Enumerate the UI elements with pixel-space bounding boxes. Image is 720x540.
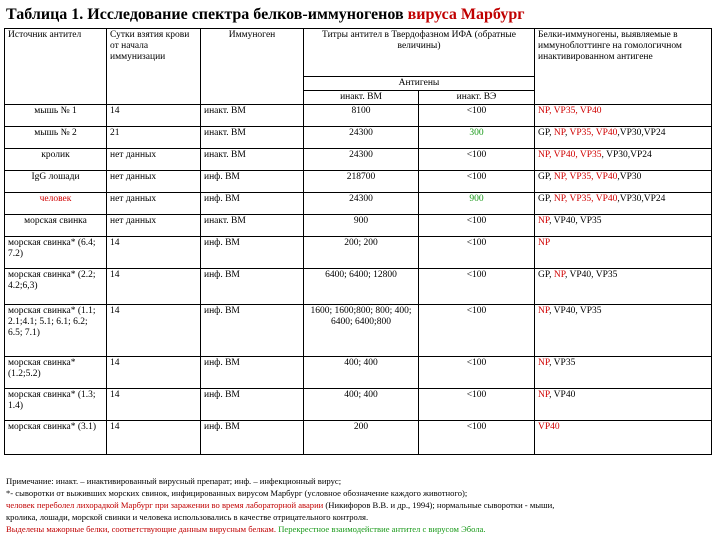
- cell-titer-marburg: 400; 400: [304, 357, 419, 389]
- protein-text: GP,: [538, 172, 554, 182]
- table-row: [5, 105, 712, 127]
- protein-text: , VP30,VP24: [601, 150, 652, 160]
- protein-text: NP: [538, 358, 550, 368]
- cell-proteins: [535, 389, 712, 421]
- cell-titer-ebola: <100: [419, 305, 535, 357]
- protein-text: , VP40, VP35: [564, 270, 618, 280]
- table-row: [5, 305, 712, 357]
- cell-source: мышь № 1: [5, 105, 107, 127]
- cell-source: морская свинка* (1.1; 2.1;4.1; 5.1; 6.1; 6.2; 6.5; 7.1): [5, 305, 107, 357]
- cell-days: 14: [107, 237, 201, 269]
- cell-days: 14: [107, 305, 201, 357]
- cell-titer-ebola: <100: [419, 269, 535, 305]
- cell-proteins: [535, 215, 712, 237]
- table-row: [5, 127, 712, 149]
- cell-titer-marburg: 8100: [304, 105, 419, 127]
- table-row: [5, 357, 712, 389]
- cell-titer-marburg: 24300: [304, 149, 419, 171]
- cell-titer-marburg: 24300: [304, 127, 419, 149]
- cell-immunogen: инакт. ВМ: [201, 215, 304, 237]
- cell-days: 14: [107, 357, 201, 389]
- cell-titer-ebola: <100: [419, 421, 535, 455]
- cell-titer-ebola: <100: [419, 105, 535, 127]
- note-line-2: *- сыворотки от выживших морских свинок, инфицированных вирусом Марбург (условное обозначение каждого животного);: [6, 488, 468, 498]
- cell-source: морская свинка* (1.3; 1.4): [5, 389, 107, 421]
- protein-text: NP: [553, 270, 565, 280]
- cell-days: нет данных: [107, 171, 201, 193]
- note-line-3-rest: (Никифоров В.В. и др., 1994); нормальные сыворотки - мыши,: [323, 500, 555, 510]
- protein-text: GP,: [538, 270, 554, 280]
- note-line-4: кролика, лошади, морской свинки и человека использовались в качестве отрицательного контроля.: [6, 512, 369, 522]
- cell-proteins: [535, 105, 712, 127]
- table-body: [5, 105, 712, 455]
- cell-source: морская свинка* (3.1): [5, 421, 107, 455]
- cell-immunogen: инф. ВМ: [201, 237, 304, 269]
- table-row: [5, 269, 712, 305]
- protein-text: ,VP30,VP24: [617, 194, 666, 204]
- cell-titer-marburg: 200: [304, 421, 419, 455]
- protein-text: ,VP30: [617, 172, 642, 182]
- cell-source: кролик: [5, 149, 107, 171]
- header-source: Источник антител: [5, 29, 107, 105]
- cell-titer-ebola: <100: [419, 171, 535, 193]
- protein-text: , VP40, VP35: [549, 306, 602, 316]
- table-row: [5, 193, 712, 215]
- cell-titer-marburg: 6400; 6400; 12800: [304, 269, 419, 305]
- note-line-3: [6, 500, 712, 511]
- cell-proteins: [535, 421, 712, 455]
- title-virus: вируса Марбург: [407, 6, 525, 23]
- protein-text: NP: [538, 238, 551, 248]
- cell-immunogen: инф. ВМ: [201, 269, 304, 305]
- cell-immunogen: инф. ВМ: [201, 357, 304, 389]
- cell-source: морская свинка* (6.4; 7.2): [5, 237, 107, 269]
- protein-text: NP: [538, 306, 550, 316]
- cell-proteins: [535, 127, 712, 149]
- cell-titer-marburg: 24300: [304, 193, 419, 215]
- header-antigen-marburg: инакт. ВМ: [304, 91, 419, 105]
- protein-text: NP, VP35, VP40: [553, 172, 618, 182]
- protein-text: , VP40, VP35: [549, 216, 602, 226]
- protein-text: , VP40: [549, 390, 576, 400]
- header-immunogen: Иммуноген: [201, 29, 304, 105]
- protein-text: VP40: [538, 422, 560, 432]
- cell-proteins: [535, 357, 712, 389]
- cell-source: мышь № 2: [5, 127, 107, 149]
- header-antigen-ebola: инакт. ВЭ: [419, 91, 535, 105]
- cell-source: человек: [5, 193, 107, 215]
- table-row: [5, 237, 712, 269]
- cell-immunogen: инф. ВМ: [201, 305, 304, 357]
- protein-text: GP,: [538, 194, 554, 204]
- note-line-5: [6, 524, 712, 535]
- cell-titer-marburg: 218700: [304, 171, 419, 193]
- cell-immunogen: инф. ВМ: [201, 193, 304, 215]
- cell-titer-ebola: <100: [419, 357, 535, 389]
- results-table: [4, 28, 712, 455]
- header-days: Сутки взятия крови от начала иммунизации: [107, 29, 201, 105]
- cell-titer-ebola: <100: [419, 149, 535, 171]
- note-line-5-green: Перекрестное взаимодействие антител с вирусом Эбола.: [278, 524, 486, 534]
- cell-days: 14: [107, 421, 201, 455]
- cell-titer-marburg: 900: [304, 215, 419, 237]
- cell-immunogen: инф. ВМ: [201, 171, 304, 193]
- cell-proteins: [535, 269, 712, 305]
- cell-proteins: [535, 171, 712, 193]
- table-row: [5, 389, 712, 421]
- cell-source: морская свинка* (1.2;5.2): [5, 357, 107, 389]
- title-main: Исследование спектра белков-иммуногенов: [87, 6, 404, 23]
- cell-source: IgG лошади: [5, 171, 107, 193]
- title-prefix: Таблица 1.: [6, 6, 84, 23]
- note-line-1: Примечание: инакт. – инактивированный вирусный препарат; инф. – инфекционный вирус;: [6, 476, 342, 486]
- table-row: [5, 149, 712, 171]
- protein-text: NP, VP40, VP35: [538, 150, 602, 160]
- protein-text: ,: [564, 128, 570, 138]
- note-line-5-red: Выделены мажорные белки, соответствующие данным вирусным белкам.: [6, 524, 277, 534]
- table-title: [6, 6, 524, 24]
- header-proteins: Белки-иммуногены, выявляемые в иммуноблоттинге на гомологичном инактивированном антигене: [535, 29, 712, 105]
- cell-titer-marburg: 1600; 1600;800; 800; 400; 6400; 6400;800: [304, 305, 419, 357]
- protein-text: NP, VP35, VP40: [538, 106, 602, 116]
- cell-titer-ebola: 900: [419, 193, 535, 215]
- cell-days: 14: [107, 105, 201, 127]
- cell-titer-ebola: <100: [419, 215, 535, 237]
- note-line-3-red: человек переболел лихорадкой Марбург при заражении во время лабораторной аварии: [6, 500, 324, 510]
- cell-titer-marburg: 400; 400: [304, 389, 419, 421]
- cell-proteins: [535, 305, 712, 357]
- table-row: [5, 171, 712, 193]
- protein-text: ,VP30,VP24: [617, 128, 666, 138]
- cell-days: нет данных: [107, 215, 201, 237]
- cell-days: 21: [107, 127, 201, 149]
- cell-immunogen: инф. ВМ: [201, 389, 304, 421]
- cell-proteins: [535, 193, 712, 215]
- cell-source: морская свинка: [5, 215, 107, 237]
- cell-days: 14: [107, 389, 201, 421]
- cell-immunogen: инакт. ВМ: [201, 105, 304, 127]
- protein-text: VP35, VP40: [569, 128, 618, 138]
- cell-days: нет данных: [107, 149, 201, 171]
- cell-titer-ebola: <100: [419, 389, 535, 421]
- cell-titer-ebola: <100: [419, 237, 535, 269]
- cell-proteins: [535, 149, 712, 171]
- protein-text: NP: [538, 216, 550, 226]
- protein-text: NP: [538, 390, 550, 400]
- cell-days: нет данных: [107, 193, 201, 215]
- cell-immunogen: инакт. ВМ: [201, 127, 304, 149]
- protein-text: GP,: [538, 128, 554, 138]
- cell-source: морская свинка* (2.2; 4.2;6,3): [5, 269, 107, 305]
- header-titers: Титры антител в Твердофазном ИФА (обратные величины): [304, 29, 535, 77]
- protein-text: NP: [553, 128, 565, 138]
- cell-immunogen: инакт. ВМ: [201, 149, 304, 171]
- cell-titer-ebola: 300: [419, 127, 535, 149]
- protein-text: , VP35: [549, 358, 576, 368]
- cell-days: 14: [107, 269, 201, 305]
- header-antigens: Антигены: [304, 77, 535, 91]
- table-row: [5, 215, 712, 237]
- cell-immunogen: инф. ВМ: [201, 421, 304, 455]
- cell-proteins: [535, 237, 712, 269]
- protein-text: NP, VP35, VP40: [553, 194, 618, 204]
- table-row: [5, 421, 712, 455]
- cell-titer-marburg: 200; 200: [304, 237, 419, 269]
